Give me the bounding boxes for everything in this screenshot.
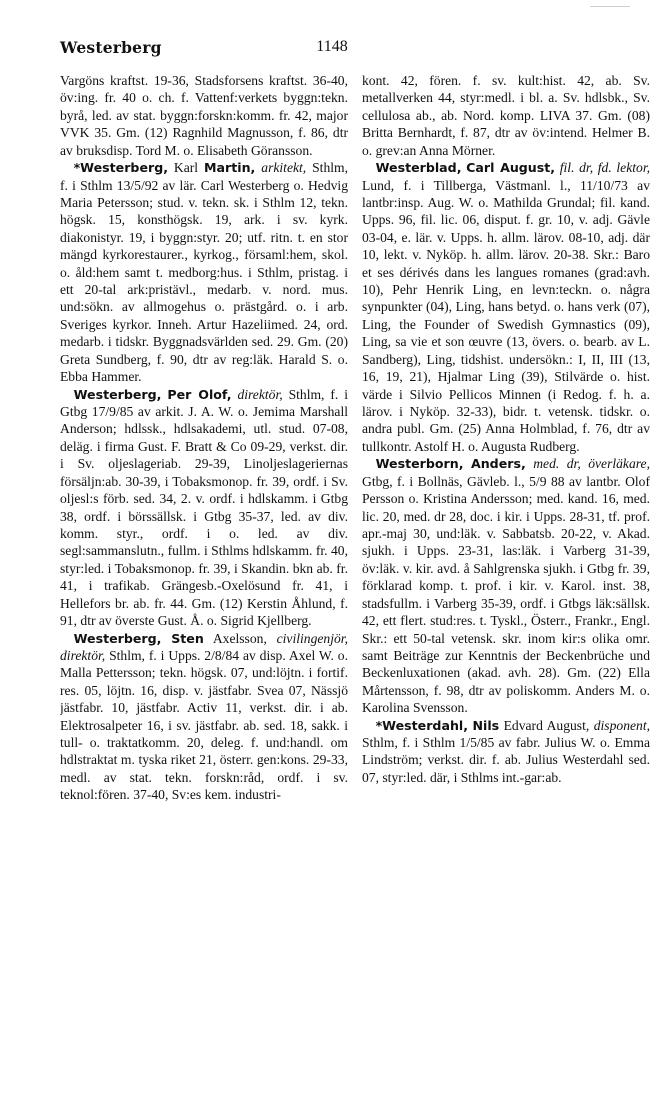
entry-continuation [60, 72, 348, 159]
entry-text: Sthlm, f. i Upps. 2/8/84 av disp. Axel W. o. Malla Pettersson; tekn. högsk. 07, und:löjtn. i fortif. res. 05, löjtn. 16, disp. v. jästfabr. Svea 07, Nässjö jästfabr. 10, jästfabr. Activ 11, verkst. dir. i ab. Elektrosalpeter 16, i sv. jästfabr. ab. sed. 18, sakk. i tull- o. traktatkomm. 20, deleg. f. und:handl. om hdlstraktat m. tyska riket 21, österr. gen:kons. 29-33, medl. av stat. tekn. forskn:råd, ordf. i sv. teknol:fören. 37-40, Sv:es kem. industri- [60, 647, 348, 803]
entry-name: *Westerberg, [73, 160, 168, 176]
entry-text: Vargöns kraftst. 19-36, Stadsforsens kraftst. 36-40, öv:ing. fr. 40 o. ch. f. Vattenf:verkets byggn:tekn. byrå, led. av stat. byggn:forskn:komm. fr. 42, major VVK 35. Gm. (12) Ragnhild Magnusson, f. 86, dtr av bruksdisp. Tord M. o. Elisabeth Göransson. [60, 73, 348, 158]
entry-text: Sthlm, f. i Sthlm 13/5/92 av lär. Carl Westerberg o. Hedvig Maria Petersson; stud. v. tekn. sk. i Sthlm 12, tekn. högsk. 15, konsthögsk. 19, ark. i sv. kyrk. diakonistyr. 19, i byggn:styr. 20; utf. ritn. t. en stor mängd kyrkorestaurer., kyrkog., församl:hem, skol. o. åld:hem samt t. medborg:hus. i Sthlm, pristag. i ett 20-tal ark:pristävl., medarb. v. nord. mus. und:sökn. av allmogehus o. prästgård. o. i arb. Sveriges kyrkor. Inneh. Artur Hazeliimed. 24, ord. medarb. i tidskr. Byggnadsvärlden sed. 29. Gm. (20) Greta Sundberg, f. 90, dtr av reg:läk. Harald S. o. Ebba Hammer. [60, 160, 348, 385]
entry-westerblad-carl-august [362, 159, 650, 455]
entry-given-name-bold: Sten [171, 630, 204, 646]
entry-title: arkitekt, [261, 160, 307, 176]
entry-given-name-bold: Per Olof, [167, 386, 232, 402]
entry-westerdahl-nils [362, 717, 650, 787]
entry-given-name: Karl [173, 160, 199, 176]
entry-title: med. dr, överläkare, [533, 456, 650, 472]
entry-given-name-bold: Martin, [204, 160, 256, 176]
entry-title: civilingenjör, direktör, [60, 630, 348, 663]
entry-given-name-bold: Carl August, [466, 160, 556, 176]
entry-westerberg-sten [60, 630, 348, 804]
entry-title: fil. dr, fd. lektor, [559, 160, 650, 176]
entry-title: direktör, [237, 386, 283, 402]
entry-text: kont. 42, fören. f. sv. kult:hist. 42, ab. Sv. metallverken 44, styr:medl. i bl. a. Sv. hdlsbk., Sv. cellulosa ab., ab. Nord. komp. LIVA 37. Gm. (08) Britta Bernhardt, f. 87, dtr av öv:intend. Helmer B. o. grev:an Anna Mörner. [362, 73, 650, 158]
entry-name: Westerberg, [73, 386, 162, 402]
entry-text: Sthlm, f. i Gtbg 17/9/85 av arkit. J. A. W. o. Jemima Marshall Anderson; hdlssk., hdlsakademi, utl. stud. 07-08, deläg. i firma Gust. F. Bratt & Co 09-29, verkst. dir. i Sv. oljeslageriab. 29-39, Linoljeslageriernas försäljn:ab. 30-39, i Tobaksmonop. fr. 39, ordf. i Sv. oljesl:s förb. sed. 34, 2. v. ordf. i hdlskamm. i Gtbg 38, ordf. i börssällsk. i Gtbg 35-37, led. av div. komm. styr., ordf. i o. led. av div. segl:sammanslutn., fullm. i Sthlms hdlskamm. fr. 40, styr:led. i Tobaksmonop. fr. 39, i Skandin. bkn ab. fr. 41, i trafikab. Grängesb.-Oxelösund fr. 41, i Hellefors br. ab. fr. 44. Gm. (12) Kerstin Åhlund, f. 91, dtr av överste Gust. Å. o. Sigrid Kjellberg. [60, 386, 348, 629]
entry-given-name-bold: Nils [472, 717, 500, 733]
page-number: 1148 [316, 38, 348, 55]
entry-westerberg-per-olof [60, 386, 348, 630]
entry-westerberg-karl-martin [60, 159, 348, 385]
entry-continuation [362, 72, 650, 159]
entry-given-name: Edvard August, [503, 717, 590, 733]
entry-name: Westerblad, [375, 160, 462, 176]
entry-given-name: Axelsson, [212, 630, 267, 646]
entry-name: Westerborn, [375, 456, 464, 472]
entry-text: Lund, f. i Tillberga, Västmanl. l., 11/10/73 av lantbr:insp. Aug. W. o. Mathilda Grundal; fil. kand. Upps. 96, fil. lic. 06, disput. f. gr. 10, v. adj. Gävle 03-04, e. lär. v. Upps. h. allm. lärov. 08-10, adj. där 10, lekt. v. Nyköp. h. allm. lärov. 20-38. Skr.: Baro et ses dérivés dans les langues romanes (grad:avh. 10), Pehr Henrik Ling, en levn:teckn. o. några synpunkter (04), Ling, hans betyd. o. hans verk (07), Ling, the Founder of Swedish Gymnastics (09), Ling, sa vie et son œuvre (13, övers. o. bearb. av L. Sandberg), Ling, tidshist. undersökn.: I, II, III (13, 16, 19, 21), Hjalmar Ling (39), Stilvärde o. hist. värde i Silvio Pellicos Minnen (i Redog. f. h. a. lärov. i Nyköp. 32-33), bidr. t. vetensk. tidskr. o. andra publ. Gm. (25) Anna Holmblad, f. 76, dtr av tullkontr. Astolf H. o. Augusta Rudberg. [362, 177, 650, 454]
entry-text: Gtbg, f. i Bollnäs, Gävleb. l., 5/9 88 av lantbr. Olof Persson o. Kristina Andersson; med. kand. 16, med. lic. 20, med. dr 28, doc. i kir. i Upps. 28-31, tf. prof. apr.-maj 30, und:läk. v. Sabbatsb. 20-22, v. Akad. sjukh. i Upps. 23-31, las:läk. i Varberg 31-39, öv:läk. v. kir. avd. å Sahlgrenska sjukh. i Gtbg fr. 39, förklarad komp. t. prof. i kir. v. Karol. inst. 38, stadsfullm. i Varberg 35-39, ordf. i Gtbgs läk:sällsk. 42, ett flert. stud:res. t. Tyskl., Österr., Frankr., Engl. Skr.: ett 50-tal vetensk. skr. inom kir:s olika omr. samt Beiträge zur Kenntnis der Beckenbrüche und Beckenluxationen (akad. avh. 28). Gm. (22) Ella Mårtensson, f. 98, dtr av poliskomm. Anders M. o. Karolina Svensson. [362, 473, 650, 716]
entry-name: *Westerdahl, [375, 717, 469, 733]
entry-given-name-bold: Anders, [470, 456, 526, 472]
entry-text: Sthlm, f. i Sthlm 1/5/85 av fabr. Julius W. o. Emma Lindström; verkst. dir. f. ab. Julius Westerdahl sed. 07, styr:led. där, i Sthlms int.-gar:ab. [362, 735, 650, 785]
right-column [362, 72, 650, 1082]
left-column [60, 72, 348, 1082]
entry-title: disponent, [593, 717, 650, 733]
top-edge-rule [590, 6, 630, 7]
entry-westerborn-anders [362, 455, 650, 716]
entry-name: Westerberg, [73, 630, 162, 646]
running-header-surname: Westerberg [60, 38, 162, 57]
